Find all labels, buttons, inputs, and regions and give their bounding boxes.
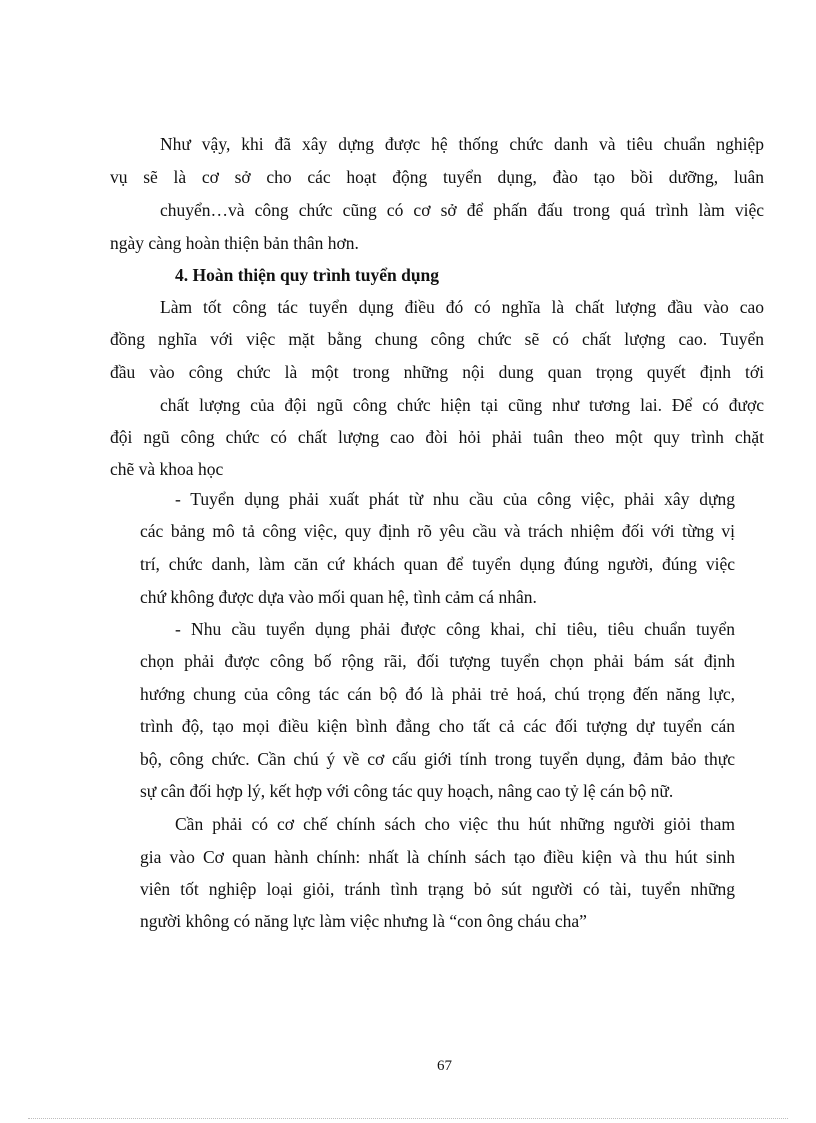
- paragraph-2-line-6: chẽ và khoa học: [110, 459, 224, 479]
- paragraph-4-line-1: - Nhu cầu tuyển dụng phải được công khai, chỉ tiêu, tiêu chuẩn tuyển: [175, 619, 735, 639]
- paragraph-2-line-5: đội ngũ công chức có chất lượng cao đòi hỏi phải tuân theo một quy trình chặt: [110, 427, 764, 447]
- section-heading: 4. Hoàn thiện quy trình tuyển dụng: [175, 265, 440, 285]
- paragraph-1-line-1: Như vậy, khi đã xây dựng được hệ thống chức danh và tiêu chuẩn nghiệp: [160, 134, 764, 154]
- paragraph-5-line-1: Cần phải có cơ chế chính sách cho việc thu hút những người giỏi tham: [175, 814, 735, 834]
- paragraph-2-line-2: đồng nghĩa với việc mặt bằng chung công chức sẽ có chất lượng cao. Tuyển: [110, 329, 764, 349]
- paragraph-5-line-3: viên tốt nghiệp loại giỏi, tránh tình trạng bỏ sút người có tài, tuyển những: [140, 879, 735, 899]
- paragraph-2-line-3: đầu vào công chức là một trong những nội dung quan trọng quyết định tới: [110, 362, 764, 382]
- paragraph-3-line-3: trí, chức danh, làm căn cứ khách quan để tuyển dụng đúng người, đúng việc: [140, 554, 735, 574]
- paragraph-2-line-1: Làm tốt công tác tuyển dụng điều đó có nghĩa là chất lượng đầu vào cao: [160, 297, 764, 317]
- paragraph-3-line-2: các bảng mô tả công việc, quy định rõ yêu cầu và trách nhiệm đối với từng vị: [140, 521, 735, 541]
- page-bottom-divider: [28, 1118, 788, 1119]
- paragraph-4-line-4: trình độ, tạo mọi điều kiện bình đẳng cho tất cả các đối tượng dự tuyển cán: [140, 716, 735, 736]
- paragraph-1-line-4: ngày càng hoàn thiện bản thân hơn.: [110, 233, 359, 253]
- paragraph-1-line-2: vụ sẽ là cơ sở cho các hoạt động tuyển dụng, đào tạo bồi dưỡng, luân: [110, 167, 764, 187]
- paragraph-2-line-4: chất lượng của đội ngũ công chức hiện tại cũng như tương lai. Để có được: [160, 395, 764, 415]
- paragraph-4-line-5: bộ, công chức. Cần chú ý về cơ cấu giới tính trong tuyển dụng, đảm bảo thực: [140, 749, 735, 769]
- paragraph-4-line-2: chọn phải được công bố rộng rãi, đối tượng tuyển chọn phải bám sát định: [140, 651, 735, 671]
- paragraph-3-line-4: chứ không được dựa vào mối quan hệ, tình cảm cá nhân.: [140, 587, 537, 607]
- paragraph-5-line-2: gia vào Cơ quan hành chính: nhất là chính sách tạo điều kiện và thu hút sinh: [140, 847, 735, 867]
- paragraph-3-line-1: - Tuyển dụng phải xuất phát từ nhu cầu của công việc, phải xây dựng: [175, 489, 735, 509]
- paragraph-1-line-3: chuyển…và công chức cũng có cơ sở để phấn đấu trong quá trình làm việc: [160, 200, 764, 220]
- paragraph-5-line-4: người không có năng lực làm việc nhưng là “con ông cháu cha”: [140, 911, 587, 931]
- paragraph-4-line-3: hướng chung của công tác cán bộ đó là phải trẻ hoá, chú trọng đến năng lực,: [140, 684, 735, 704]
- page-number: 67: [437, 1058, 452, 1074]
- paragraph-4-line-6: sự cân đối hợp lý, kết hợp với công tác quy hoạch, nâng cao tỷ lệ cán bộ nữ.: [140, 781, 674, 801]
